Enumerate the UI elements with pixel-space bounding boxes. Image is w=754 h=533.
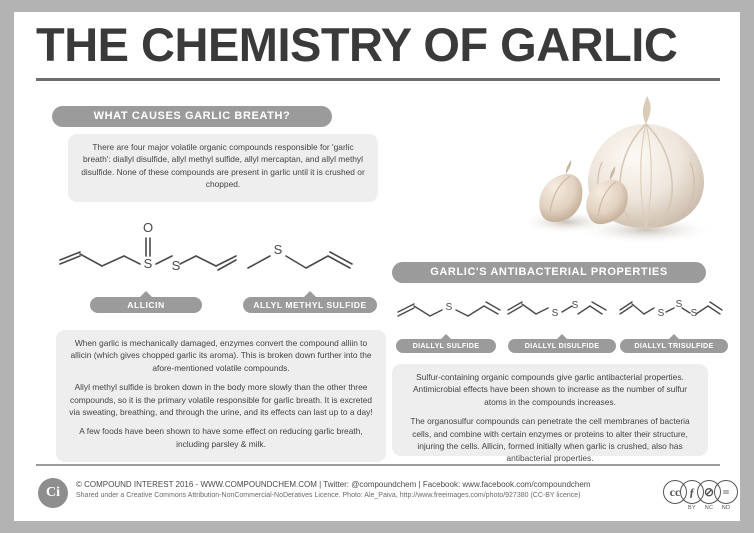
molecule-tag-label: DIALLYL TRISULFIDE: [634, 341, 714, 350]
footer-credit-line: © COMPOUND INTEREST 2016 - WWW.COMPOUNDCHEM.COM | Twitter: @compoundchem | Facebook: www.facebook.com/compoundchem: [76, 480, 591, 489]
section-header-garlic-breath: WHAT CAUSES GARLIC BREATH?: [52, 106, 332, 127]
atom-label-sulfur-1: S: [143, 256, 153, 271]
cc-nd-label: ND: [721, 505, 731, 511]
cc-nc-label: NC: [704, 505, 714, 511]
cc-nc-icon: ⊘: [697, 480, 721, 504]
garlic-photo: [514, 90, 722, 250]
atom-label-sulfur-1: S: [551, 308, 559, 319]
molecule-tag-diallyl-trisulfide: [620, 339, 728, 353]
molecule-structure-diallyl-disulfide: [506, 294, 614, 332]
atom-label-sulfur-3: S: [690, 308, 698, 319]
atom-label-sulfur-1: S: [657, 308, 665, 319]
cc-icon: cc: [663, 480, 687, 504]
garlic-breath-intro-box: [68, 134, 378, 202]
garlic-breath-paragraph-2: Allyl methyl sulfide is broken down in the body more slowly than the other three compounds, so it is the primary volatile responsible for garlic breath. It is excreted via sweating, breathing, and through the urine, and its effects can last up to a day!: [69, 382, 373, 418]
section-header-antibacterial: GARLIC'S ANTIBACTERIAL PROPERTIES: [392, 262, 706, 283]
atom-label-oxygen: O: [142, 220, 154, 235]
footer-divider: [36, 464, 720, 466]
molecule-tag-label: DIALLYL SULFIDE: [412, 341, 480, 350]
atom-label-sulfur-2: S: [675, 299, 683, 310]
tag-pointer-icon: [140, 291, 152, 297]
molecule-tag-diallyl-disulfide: [508, 339, 616, 353]
atom-label-sulfur: S: [273, 242, 283, 257]
tag-pointer-icon: [304, 291, 316, 297]
garlic-breath-detail-box: [56, 330, 386, 462]
molecule-tag-label: ALLICIN: [127, 300, 165, 310]
cc-nd-icon: =: [714, 480, 738, 504]
molecule-structure-diallyl-trisulfide: [618, 294, 726, 332]
molecule-tag-label: DIALLYL DISULFIDE: [524, 341, 600, 350]
molecule-tag-label: ALLYL METHYL SULFIDE: [253, 300, 367, 310]
compound-interest-logo: Ci: [38, 478, 68, 508]
antibacterial-detail-box: [392, 364, 708, 464]
molecule-structure-diallyl-sulfide: [394, 294, 502, 332]
atom-label-sulfur-2: S: [171, 258, 181, 273]
antibacterial-paragraph-2: The organosulfur compounds can penetrate the cell membranes of bacteria cells, and combine with certain enzymes or proteins to alter their structure, injuring the cells. Allicin, formed initially when garlic is crushed, also has antibacterial properties.: [410, 416, 690, 464]
molecule-tag-allyl-methyl-sulfide: [243, 297, 377, 313]
atom-label-sulfur-2: S: [571, 300, 579, 311]
garlic-breath-paragraph-3: A few foods have been shown to have some effect on reducing garlic breath, including parsley & milk.: [79, 426, 363, 449]
molecule-structure-allyl-methyl-sulfide: [242, 230, 382, 290]
tag-pointer-icon: [441, 334, 451, 339]
molecule-tag-diallyl-sulfide: [396, 339, 496, 353]
title-divider: [36, 78, 720, 81]
molecule-structure-allicin: [54, 208, 244, 288]
atom-label-sulfur: S: [445, 302, 453, 313]
cc-by-icon: ƒ: [680, 480, 704, 504]
garlic-breath-paragraph-1: When garlic is mechanically damaged, enzymes convert the compound alliin to allicin (which gives chopped garlic its aroma). This is broken down further into the afore-mentioned volatile compounds.: [70, 338, 372, 373]
antibacterial-paragraph-1: Sulfur-containing organic compounds give garlic antibacterial properties. Antimicrobial effects have been shown to increase as the number of sulfur atoms in the compounds increases.: [412, 372, 688, 407]
cc-mark-nd: [713, 480, 739, 511]
tag-pointer-icon: [557, 334, 567, 339]
molecule-tag-allicin: [90, 297, 202, 313]
tag-pointer-icon: [669, 334, 679, 339]
footer-licence-line: Shared under a Creative Commons Attribution-NonCommercial-NoDeratives Licence. Photo: Ale_Paiva, http://www.freeimages.com/photo/927380 (CC-BY licence): [76, 492, 581, 499]
garlic-breath-intro-text: There are four major volatile organic compounds responsible for 'garlic breath': diallyl disulfide, allyl methyl sulfide, allyl mercaptan, and allyl methyl disulfide. None of these compounds are present in garlic until it is crushed or chopped.: [81, 142, 365, 190]
poster-canvas: [14, 12, 740, 521]
cc-by-label: BY: [688, 505, 696, 511]
page-title: THE CHEMISTRY OF GARLIC: [36, 18, 678, 71]
